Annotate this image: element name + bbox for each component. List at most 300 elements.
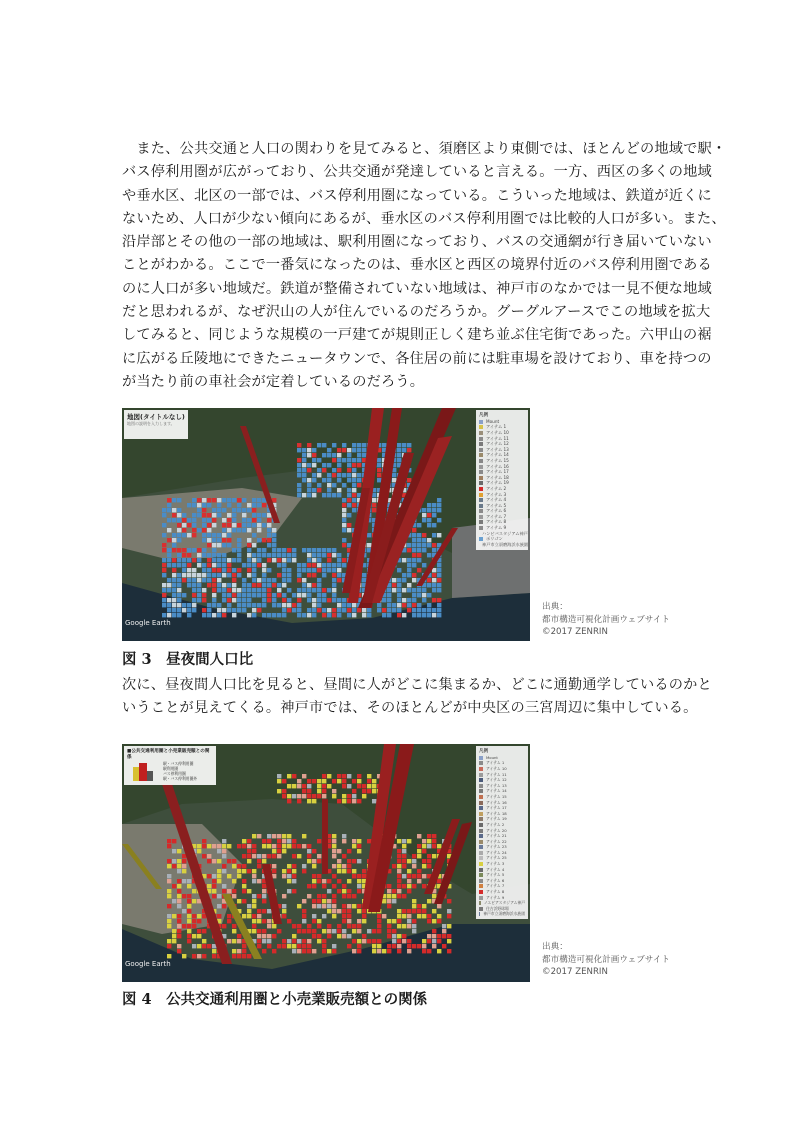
grid-cell — [202, 593, 206, 597]
grid-cell — [357, 608, 361, 612]
grid-cell — [172, 608, 176, 612]
grid-cell — [212, 568, 216, 572]
grid-cell — [177, 518, 181, 522]
grid-cell — [402, 839, 406, 843]
legend-label: アイテム 15 — [486, 457, 509, 463]
grid-cell — [232, 859, 236, 863]
grid-cell — [317, 563, 321, 567]
grid-cell — [162, 573, 166, 577]
grid-cell — [302, 548, 306, 552]
grid-cell — [287, 774, 291, 778]
grid-cell — [192, 889, 196, 893]
grid-cell — [317, 568, 321, 572]
grid-cell — [247, 553, 251, 557]
grid-cell — [432, 578, 436, 582]
grid-cell — [362, 914, 366, 918]
grid-cell — [227, 543, 231, 547]
grid-cell — [232, 528, 236, 532]
grid-cell — [257, 563, 261, 567]
legend-swatch-icon — [479, 806, 483, 810]
grid-cell — [437, 914, 441, 918]
legend-swatch-icon — [479, 481, 483, 485]
grid-cell — [302, 583, 306, 587]
grid-cell — [392, 889, 396, 893]
grid-cell — [172, 558, 176, 562]
grid-cell — [202, 939, 206, 943]
grid-cell — [427, 503, 431, 507]
grid-cell — [402, 894, 406, 898]
grid-cell — [252, 869, 256, 873]
grid-cell — [217, 869, 221, 873]
grid-cell — [422, 543, 426, 547]
grid-cell — [307, 849, 311, 853]
grid-cell — [307, 563, 311, 567]
grid-cell — [297, 443, 301, 447]
grid-cell — [207, 583, 211, 587]
grid-cell — [322, 929, 326, 933]
grid-cell — [187, 939, 191, 943]
legend-swatch-icon — [479, 901, 481, 905]
text-line: 沿岸部とその他の一部の地域は、駅利用圏になっており、バスの交通網が行き届いていない — [122, 234, 712, 251]
grid-cell — [282, 789, 286, 793]
grid-cell — [357, 463, 361, 467]
grid-cell — [292, 774, 296, 778]
grid-cell — [277, 603, 281, 607]
grid-cell — [427, 834, 431, 838]
bar-3d — [322, 799, 328, 874]
grid-cell — [357, 884, 361, 888]
grid-cell — [317, 919, 321, 923]
grid-cell — [282, 563, 286, 567]
grid-cell — [302, 844, 306, 848]
grid-cell — [332, 949, 336, 953]
grid-cell — [352, 904, 356, 908]
grid-cell — [227, 498, 231, 502]
grid-cell — [202, 553, 206, 557]
grid-cell — [267, 909, 271, 913]
grid-cell — [247, 598, 251, 602]
grid-cell — [207, 854, 211, 858]
grid-cell — [327, 934, 331, 938]
grid-cell — [402, 874, 406, 878]
grid-cell — [172, 603, 176, 607]
grid-cell — [312, 563, 316, 567]
legend-swatch-icon — [479, 504, 483, 508]
grid-cell — [262, 844, 266, 848]
grid-cell — [292, 558, 296, 562]
grid-cell — [337, 598, 341, 602]
grid-cell — [397, 608, 401, 612]
grid-cell — [177, 578, 181, 582]
grid-cell — [347, 478, 351, 482]
grid-cell — [212, 859, 216, 863]
grid-cell — [297, 779, 301, 783]
grid-cell — [182, 954, 186, 958]
grid-cell — [167, 613, 171, 617]
grid-cell — [372, 939, 376, 943]
grid-cell — [292, 854, 296, 858]
google-earth-watermark: Google Earth — [125, 619, 171, 627]
grid-cell — [237, 934, 241, 938]
grid-cell — [287, 944, 291, 948]
grid-cell — [352, 789, 356, 793]
grid-cell — [267, 854, 271, 858]
grid-cell — [167, 563, 171, 567]
grid-cell — [212, 578, 216, 582]
grid-cell — [332, 834, 336, 838]
grid-cell — [177, 603, 181, 607]
grid-cell — [412, 573, 416, 577]
grid-cell — [337, 578, 341, 582]
grid-cell — [282, 578, 286, 582]
grid-cell — [242, 879, 246, 883]
grid-cell — [277, 588, 281, 592]
grid-cell — [342, 884, 346, 888]
grid-cell — [357, 799, 361, 803]
grid-cell — [287, 598, 291, 602]
grid-cell — [287, 839, 291, 843]
grid-cell — [302, 448, 306, 452]
grid-cell — [342, 894, 346, 898]
grid-cell — [417, 874, 421, 878]
grid-cell — [332, 909, 336, 913]
grid-cell — [217, 558, 221, 562]
grid-cell — [377, 478, 381, 482]
grid-cell — [217, 603, 221, 607]
grid-cell — [212, 553, 216, 557]
grid-cell — [377, 468, 381, 472]
grid-cell — [182, 578, 186, 582]
grid-cell — [182, 558, 186, 562]
grid-cell — [172, 508, 176, 512]
grid-cell — [237, 528, 241, 532]
grid-cell — [312, 473, 316, 477]
grid-cell — [192, 914, 196, 918]
grid-cell — [407, 919, 411, 923]
grid-cell — [392, 919, 396, 923]
grid-cell — [177, 864, 181, 868]
legend-swatch-icon — [479, 476, 483, 480]
grid-cell — [177, 859, 181, 863]
grid-cell — [312, 929, 316, 933]
grid-cell — [362, 874, 366, 878]
grid-cell — [297, 613, 301, 617]
grid-cell — [407, 869, 411, 873]
grid-cell — [167, 553, 171, 557]
grid-cell — [437, 588, 441, 592]
grid-cell — [397, 593, 401, 597]
grid-cell — [342, 608, 346, 612]
grid-cell — [257, 944, 261, 948]
grid-cell — [192, 899, 196, 903]
grid-cell — [307, 478, 311, 482]
grid-cell — [427, 934, 431, 938]
grid-cell — [232, 498, 236, 502]
grid-cell — [427, 919, 431, 923]
grid-cell — [177, 498, 181, 502]
grid-cell — [227, 558, 231, 562]
grid-cell — [317, 608, 321, 612]
grid-cell — [322, 899, 326, 903]
grid-cell — [202, 839, 206, 843]
grid-cell — [267, 543, 271, 547]
grid-cell — [432, 854, 436, 858]
grid-cell — [262, 513, 266, 517]
grid-cell — [407, 608, 411, 612]
grid-cell — [347, 608, 351, 612]
grid-cell — [197, 954, 201, 958]
grid-cell — [337, 563, 341, 567]
legend-swatch-icon — [479, 789, 483, 793]
grid-cell — [257, 879, 261, 883]
grid-cell — [407, 914, 411, 918]
grid-cell — [327, 774, 331, 778]
legend-label: アイテム 18 — [486, 810, 507, 816]
grid-cell — [217, 588, 221, 592]
grid-cell — [177, 919, 181, 923]
grid-cell — [297, 904, 301, 908]
grid-cell — [307, 884, 311, 888]
grid-cell — [357, 448, 361, 452]
grid-cell — [322, 904, 326, 908]
grid-cell — [427, 859, 431, 863]
legend-label: アイテム 11 — [486, 771, 507, 777]
grid-cell — [342, 448, 346, 452]
grid-cell — [202, 844, 206, 848]
grid-cell — [382, 949, 386, 953]
grid-cell — [227, 608, 231, 612]
grid-cell — [332, 468, 336, 472]
grid-cell — [222, 558, 226, 562]
legend-label: アイテム 2 — [486, 821, 505, 827]
grid-cell — [167, 924, 171, 928]
grid-cell — [427, 949, 431, 953]
grid-cell — [247, 528, 251, 532]
grid-cell — [402, 598, 406, 602]
legend-swatch-icon — [479, 778, 483, 782]
grid-cell — [417, 869, 421, 873]
grid-cell — [417, 588, 421, 592]
grid-cell — [337, 859, 341, 863]
grid-cell — [387, 593, 391, 597]
grid-cell — [362, 919, 366, 923]
grid-cell — [167, 578, 171, 582]
grid-cell — [397, 949, 401, 953]
grid-cell — [187, 613, 191, 617]
grid-cell — [282, 558, 286, 562]
grid-cell — [262, 859, 266, 863]
grid-cell — [177, 608, 181, 612]
grid-cell — [207, 573, 211, 577]
grid-cell — [332, 563, 336, 567]
grid-cell — [267, 553, 271, 557]
grid-cell — [282, 583, 286, 587]
grid-cell — [187, 523, 191, 527]
grid-cell — [167, 894, 171, 898]
grid-cell — [422, 874, 426, 878]
grid-cell — [412, 854, 416, 858]
legend-label: アイテム 10 — [486, 429, 509, 435]
grid-cell — [312, 458, 316, 462]
grid-cell — [337, 468, 341, 472]
grid-cell — [322, 779, 326, 783]
grid-cell — [237, 573, 241, 577]
grid-cell — [282, 568, 286, 572]
grid-cell — [427, 513, 431, 517]
grid-cell — [202, 568, 206, 572]
grid-cell — [247, 869, 251, 873]
grid-cell — [352, 603, 356, 607]
grid-cell — [432, 894, 436, 898]
grid-cell — [172, 573, 176, 577]
grid-cell — [232, 598, 236, 602]
grid-cell — [402, 448, 406, 452]
grid-cell — [172, 864, 176, 868]
grid-cell — [342, 889, 346, 893]
grid-cell — [222, 849, 226, 853]
grid-cell — [322, 573, 326, 577]
legend-label: アイテム 18 — [486, 474, 509, 480]
grid-cell — [322, 608, 326, 612]
grid-cell — [167, 528, 171, 532]
grid-cell — [382, 608, 386, 612]
grid-cell — [257, 503, 261, 507]
grid-cell — [332, 844, 336, 848]
grid-cell — [282, 914, 286, 918]
grid-cell — [232, 518, 236, 522]
grid-cell — [242, 583, 246, 587]
grid-cell — [222, 543, 226, 547]
grid-cell — [207, 528, 211, 532]
grid-cell — [422, 864, 426, 868]
grid-cell — [402, 603, 406, 607]
grid-cell — [217, 914, 221, 918]
grid-cell — [222, 588, 226, 592]
grid-cell — [342, 558, 346, 562]
grid-cell — [407, 874, 411, 878]
grid-cell — [337, 909, 341, 913]
grid-cell — [302, 588, 306, 592]
grid-cell — [322, 568, 326, 572]
grid-cell — [352, 468, 356, 472]
grid-cell — [317, 443, 321, 447]
source-label: 出典： — [542, 942, 568, 952]
grid-cell — [347, 894, 351, 898]
grid-cell — [307, 573, 311, 577]
grid-cell — [427, 939, 431, 943]
grid-cell — [292, 944, 296, 948]
grid-cell — [347, 794, 351, 798]
grid-cell — [432, 523, 436, 527]
legend-swatch-icon — [479, 425, 483, 429]
grid-cell — [232, 608, 236, 612]
grid-cell — [232, 924, 236, 928]
grid-cell — [287, 784, 291, 788]
grid-cell — [307, 859, 311, 863]
grid-cell — [297, 578, 301, 582]
grid-cell — [372, 498, 376, 502]
grid-cell — [327, 608, 331, 612]
grid-cell — [262, 949, 266, 953]
grid-cell — [342, 784, 346, 788]
grid-cell — [412, 578, 416, 582]
grid-cell — [397, 839, 401, 843]
grid-cell — [247, 839, 251, 843]
grid-cell — [312, 488, 316, 492]
grid-cell — [347, 493, 351, 497]
grid-cell — [227, 568, 231, 572]
legend-label: アイテム 19 — [486, 816, 507, 822]
grid-cell — [257, 528, 261, 532]
grid-cell — [252, 573, 256, 577]
grid-cell — [367, 839, 371, 843]
grid-cell — [197, 528, 201, 532]
grid-cell — [252, 834, 256, 838]
text-line: ことがわかる。ここで一番気になったのは、垂水区と西区の境界付近のバス停利用圏である — [122, 257, 712, 274]
grid-cell — [172, 588, 176, 592]
grid-cell — [222, 869, 226, 873]
grid-cell — [417, 533, 421, 537]
grid-cell — [427, 543, 431, 547]
grid-cell — [237, 548, 241, 552]
grid-cell — [202, 613, 206, 617]
grid-cell — [337, 889, 341, 893]
grid-cell — [432, 548, 436, 552]
grid-cell — [337, 879, 341, 883]
grid-cell — [317, 583, 321, 587]
grid-cell — [292, 934, 296, 938]
map-title-box — [124, 410, 188, 439]
grid-cell — [177, 573, 181, 577]
grid-cell — [437, 608, 441, 612]
grid-cell — [342, 799, 346, 803]
grid-cell — [192, 568, 196, 572]
grid-cell — [172, 513, 176, 517]
grid-cell — [332, 839, 336, 843]
grid-cell — [322, 443, 326, 447]
legend-swatch-icon — [479, 437, 483, 441]
grid-cell — [187, 894, 191, 898]
grid-cell — [222, 573, 226, 577]
grid-cell — [332, 779, 336, 783]
grid-cell — [252, 854, 256, 858]
grid-cell — [402, 909, 406, 913]
grid-cell — [287, 879, 291, 883]
grid-cell — [332, 568, 336, 572]
legend-swatch-icon — [479, 795, 483, 799]
grid-cell — [382, 899, 386, 903]
grid-cell — [212, 558, 216, 562]
legend-label: アイテム 8 — [486, 889, 505, 895]
grid-cell — [312, 553, 316, 557]
grid-cell — [407, 944, 411, 948]
grid-cell — [382, 914, 386, 918]
grid-cell — [397, 583, 401, 587]
grid-cell — [412, 924, 416, 928]
grid-cell — [162, 583, 166, 587]
grid-cell — [202, 528, 206, 532]
grid-cell — [162, 548, 166, 552]
grid-cell — [412, 533, 416, 537]
grid-cell — [397, 939, 401, 943]
grid-cell — [247, 563, 251, 567]
grid-cell — [262, 583, 266, 587]
grid-cell — [277, 929, 281, 933]
grid-cell — [347, 909, 351, 913]
grid-cell — [302, 458, 306, 462]
grid-cell — [197, 593, 201, 597]
grid-cell — [407, 558, 411, 562]
